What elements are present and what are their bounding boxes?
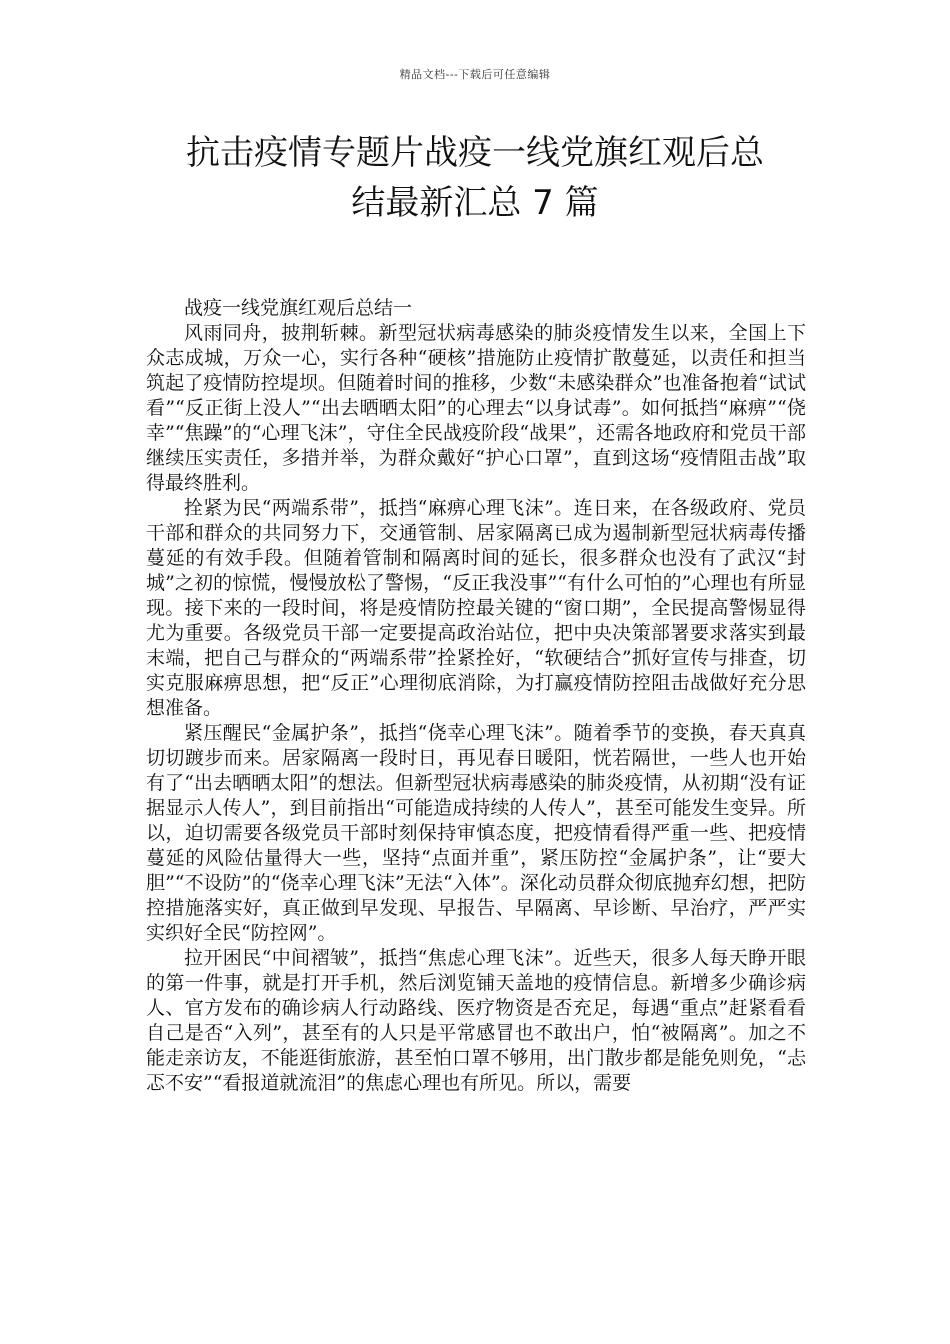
document-title [120, 128, 830, 228]
document-body [146, 296, 806, 1096]
title-line-2: 结最新汇总 7 篇 [351, 183, 599, 223]
paragraph: 拴紧为民“两端系带”，抵挡“麻痹心理飞沫”。连日来，在各级政府、党员干部和群众的共同努力下，交通管制、居家隔离已成为遏制新型冠状病毒传播蔓延的有效手段。但随着管制和隔离时间的延长，很多群众也没有了武汉“封城”之初的惊慌，慢慢放松了警惕，“反正我没事”“有什么可怕的”心理也有所显现。接下来的一段时间，将是疫情防控最关键的“窗口期”，全民提高警惕显得尤为重要。各级党员干部一定要提高政治站位，把中央决策部署要求落实到最末端，把自己与群众的“两端系带”拴紧拴好，“软硬结合”抓好宣传与排查，切实克服麻痹思想，把“反正”心理彻底消除，为打赢疫情防控阻击战做好充分思想准备。 [146, 497, 806, 719]
paragraph: 拉开困民“中间褶皱”，抵挡“焦虑心理飞沫”。近些天，很多人每天睁开眼的第一件事，就是打开手机，然后浏览铺天盖地的疫情信息。新增多少确诊病人、官方发布的确诊病人行动路线、医疗物资是否充足，每遇“重点”赶紧看看自己是否“入列”，甚至有的人只是平常感冒也不敢出户，怕“被隔离”。加之不能走亲访友，不能逛街旅游，甚至怕口罩不够用，出门散步都是能免则免，“忐忑不安”“看报道就流泪”的焦虑心理也有所见。所以，需要 [146, 947, 806, 1094]
title-line-1: 抗击疫情专题片战疫一线党旗红观后总 [186, 133, 764, 173]
section-heading: 战疫一线党旗红观后总结一 [184, 297, 413, 319]
header-note: 精品文档---下载后可任意编辑 [399, 68, 551, 81]
paragraph: 风雨同舟，披荆斩棘。新型冠状病毒感染的肺炎疫情发生以来，全国上下众志成城，万众一心，实行各种“硬核”措施防止疫情扩散蔓延，以责任和担当筑起了疫情防控堤坝。但随着时间的推移，少数“未感染群众”也准备抱着“试试看”“反正街上没人”“出去晒晒太阳”的心理去“以身试毒”。如何抵挡“麻痹”“侥幸”“焦躁”的“心理飞沫”，守住全民战疫阶段“战果”，还需各地政府和党员干部继续压实责任，多措并举，为群众戴好“护心口罩”，直到这场“疫情阻击战”取得最终胜利。 [146, 322, 806, 494]
paragraph: 紧压醒民“金属护条”，抵挡“侥幸心理飞沫”。随着季节的变换，春天真真切切踱步而来。居家隔离一段时日，再见春日暖阳，恍若隔世，一些人也开始有了“出去晒晒太阳”的想法。但新型冠状病毒感染的肺炎疫情，从初期“没有证据显示人传人”，到目前指出“可能造成持续的人传人”，甚至可能发生变异。所以，迫切需要各级党员干部时刻保持审慎态度，把疫情看得严重一些、把疫情蔓延的风险估量得大一些，坚持“点面并重”，紧压防控“金属护条”，让“要大胆”“不设防”的“侥幸心理飞沫”无法“入体”。深化动员群众彻底抛弃幻想，把防控措施落实好，真正做到早发现、早报告、早隔离、早诊断、早治疗，严严实实织好全民“防控网”。 [146, 722, 806, 944]
